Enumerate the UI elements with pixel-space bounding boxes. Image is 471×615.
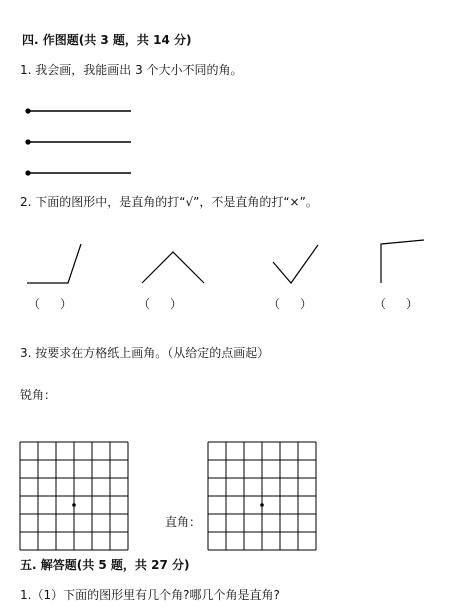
section5-question1-text: 1.（1）下面的图形里有几个角?哪几个角是直角? bbox=[20, 588, 280, 602]
ray-3 bbox=[25, 170, 131, 175]
answer-blank-4[interactable] bbox=[374, 297, 418, 311]
paren-close: ） bbox=[405, 297, 418, 311]
section4-title: 四. 作图题(共 3 题，共 14 分) bbox=[22, 33, 192, 47]
paren-close: ） bbox=[169, 297, 182, 311]
section5-title: 五. 解答题(共 5 题，共 27 分) bbox=[20, 558, 190, 572]
ray-2 bbox=[25, 139, 131, 144]
grid-paper-acute bbox=[20, 442, 128, 550]
right-angle-label: 直角： bbox=[165, 515, 202, 529]
grid-paper-right bbox=[208, 442, 316, 550]
paren-open: （ bbox=[28, 297, 41, 311]
grid-start-dot-right bbox=[260, 503, 264, 507]
acute-angle-label: 锐角： bbox=[20, 388, 57, 402]
angle-figure-2 bbox=[142, 252, 204, 283]
grid-start-dot-acute bbox=[72, 503, 76, 507]
paren-close: ） bbox=[59, 297, 72, 311]
angle-figure-3 bbox=[273, 245, 318, 283]
paren-close: ） bbox=[299, 297, 312, 311]
question3-text: 3. 按要求在方格纸上画角。（从给定的点画起） bbox=[20, 346, 270, 360]
answer-blank-2[interactable] bbox=[138, 297, 182, 311]
paren-open: （ bbox=[138, 297, 151, 311]
answer-blank-1[interactable] bbox=[28, 297, 72, 311]
ray-1 bbox=[25, 108, 131, 113]
question1-text: 1. 我会画，我能画出 3 个大小不同的角。 bbox=[20, 63, 243, 77]
paren-open: （ bbox=[374, 297, 387, 311]
question2-text: 2. 下面的图形中，是直角的打“√”，不是直角的打“×”。 bbox=[20, 195, 318, 209]
angle-figure-4 bbox=[381, 240, 424, 283]
answer-blank-3[interactable] bbox=[268, 297, 312, 311]
angle-figure-1 bbox=[27, 244, 81, 283]
paren-open: （ bbox=[268, 297, 281, 311]
